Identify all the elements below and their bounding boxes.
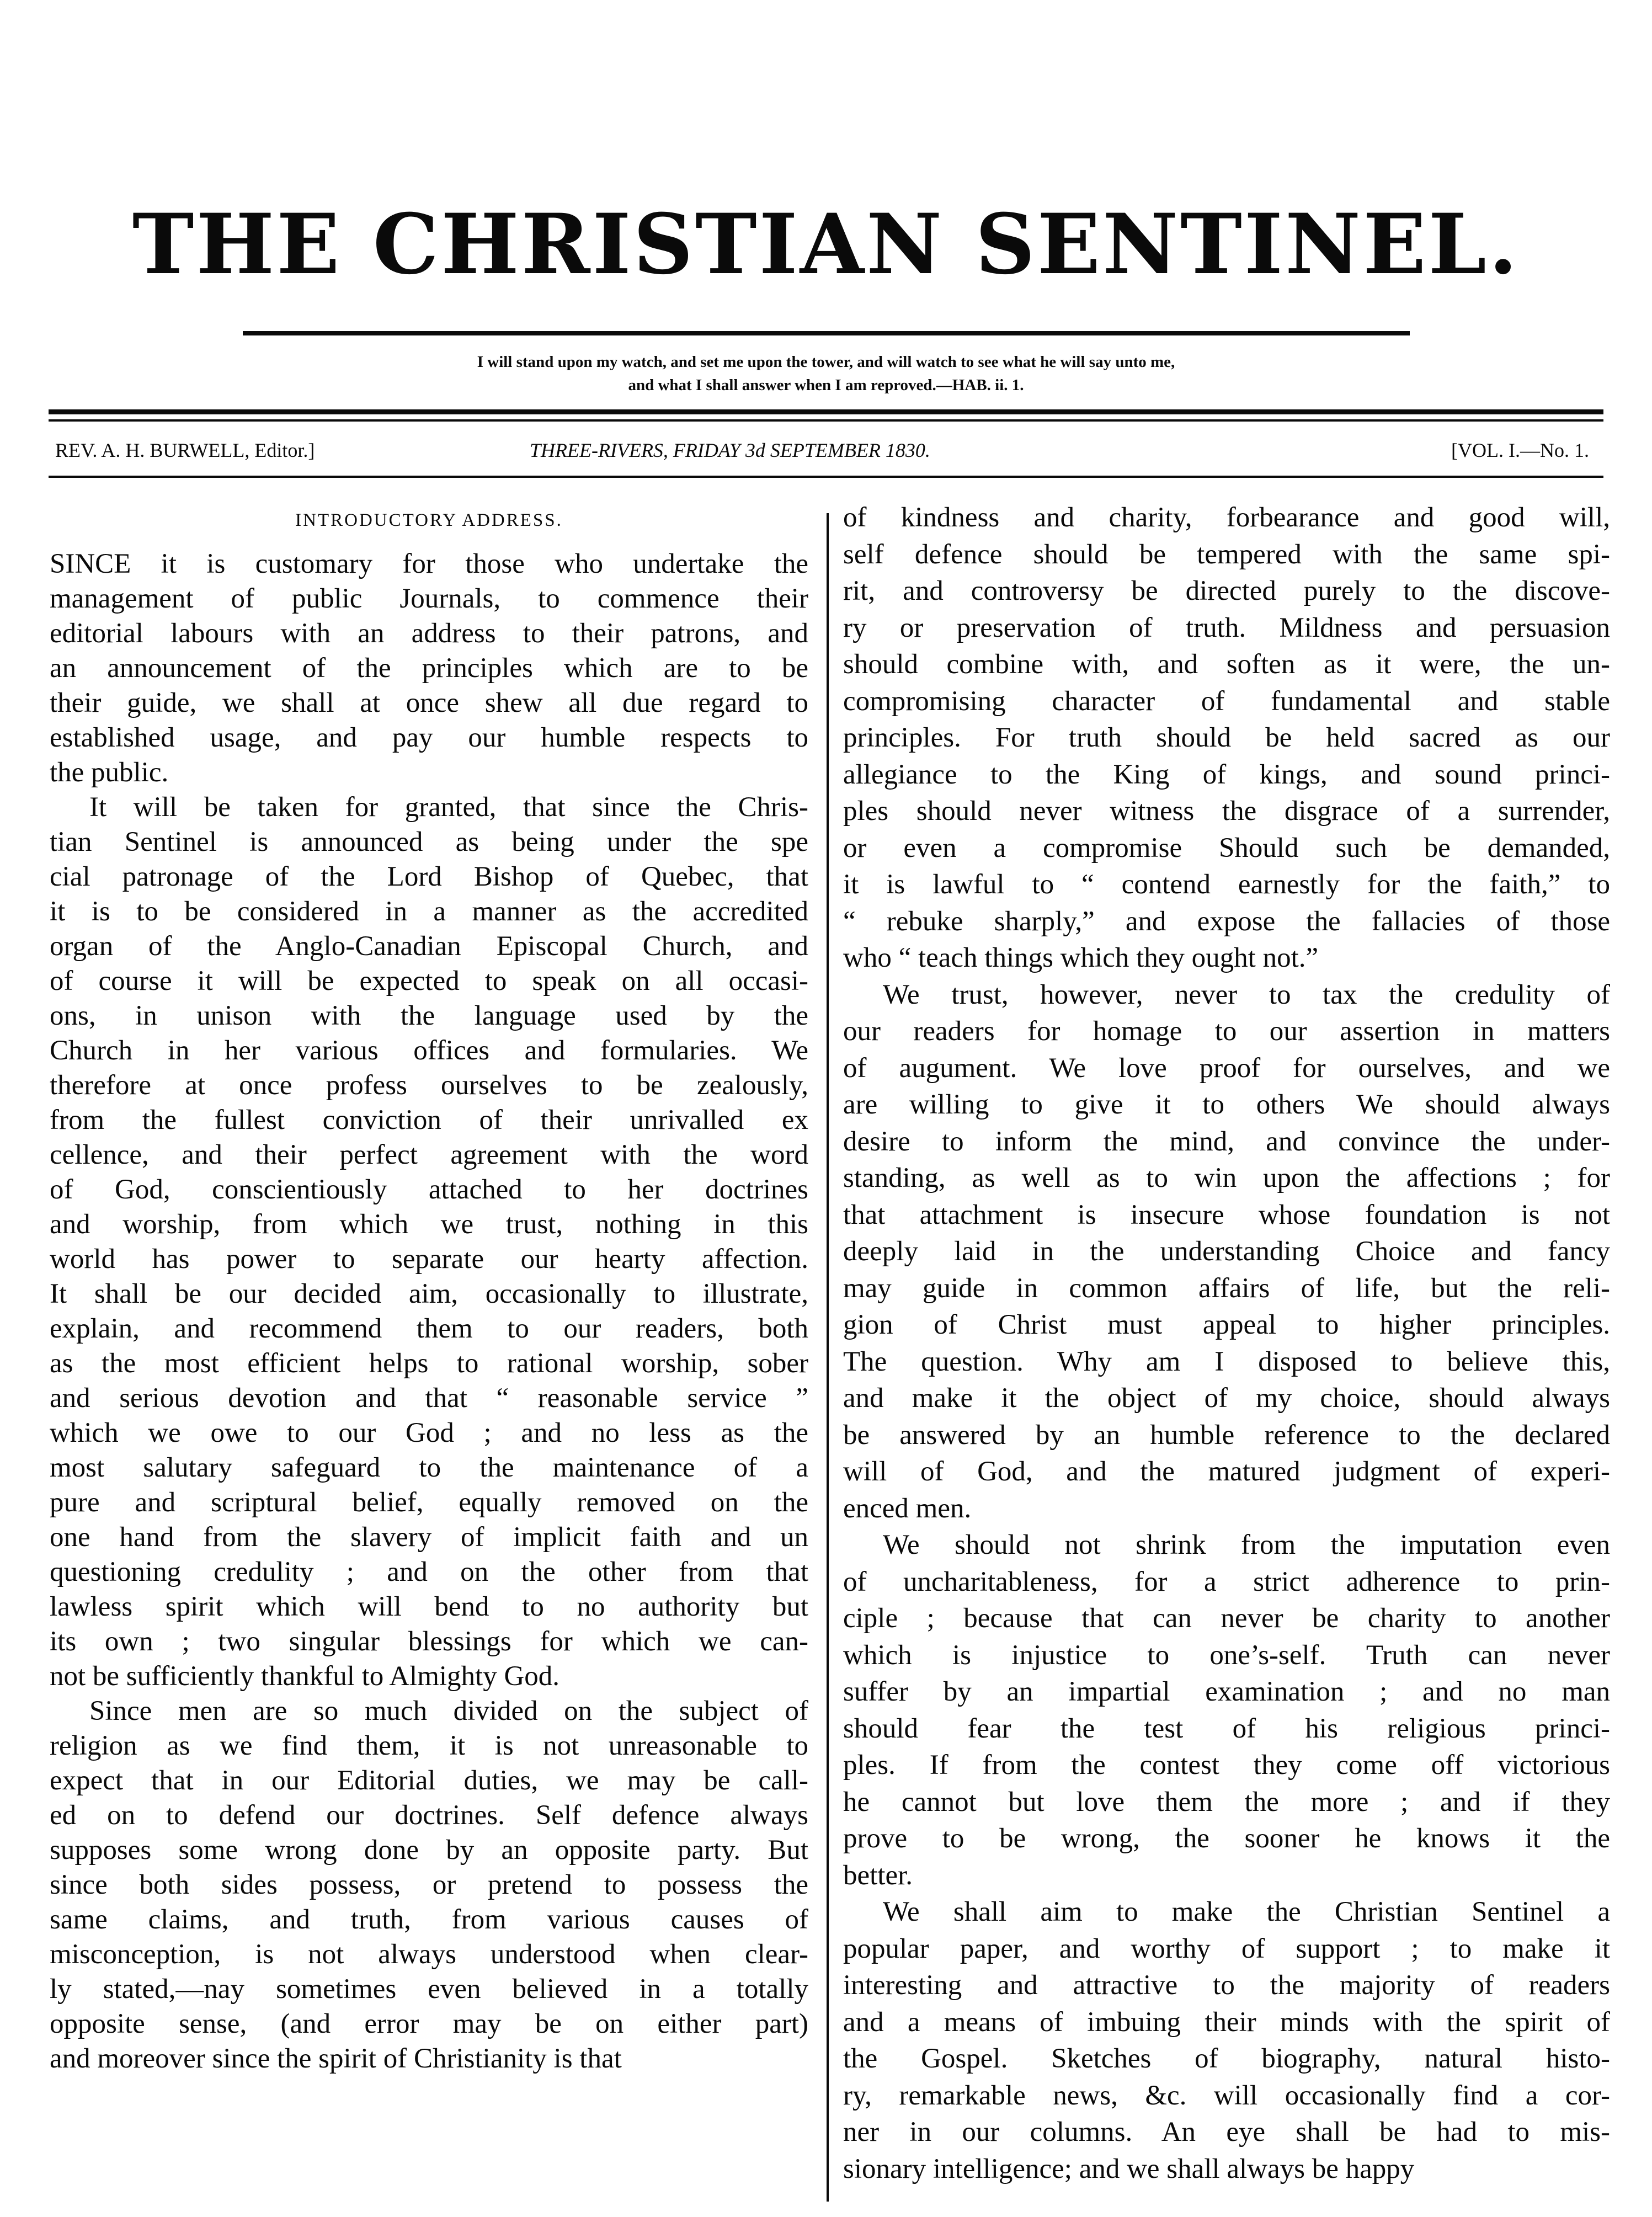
- text-line: desire to inform the mind, and convince the under-: [843, 1126, 1610, 1157]
- text-line: ner in our columns. An eye shall be had to mis-: [843, 2117, 1610, 2147]
- text-line: ed on to defend our doctrines. Self defence always: [50, 1800, 808, 1831]
- text-line: as the most efficient helps to rational worship, sober: [50, 1348, 808, 1379]
- text-line: We trust, however, never to tax the credulity of: [883, 979, 1610, 1010]
- text-line: who “ teach things which they ought not.”: [843, 942, 1319, 973]
- text-line: or even a compromise Should such be demanded,: [843, 832, 1610, 864]
- text-line: editorial labours with an address to their patrons, and: [50, 618, 808, 649]
- text-line: the public.: [50, 757, 169, 788]
- text-line: “ rebuke sharply,” and expose the fallacies of those: [843, 905, 1610, 937]
- text-line: explain, and recommend them to our readers, both: [50, 1313, 808, 1344]
- text-line: suffer by an impartial examination ; and no man: [843, 1676, 1610, 1707]
- volume-number: [VOL. I.—No. 1.: [1451, 439, 1589, 461]
- text-line: management of public Journals, to commence their: [50, 583, 808, 614]
- text-line: not be sufficiently thankful to Almighty God.: [50, 1661, 560, 1692]
- text-line: organ of the Anglo-Canadian Episcopal Church, and: [50, 931, 808, 962]
- motto: [166, 350, 1486, 397]
- text-line: allegiance to the King of kings, and sound princi-: [843, 759, 1610, 790]
- text-line: of augument. We love proof for ourselves, and we: [843, 1052, 1610, 1084]
- text-line: enced men.: [843, 1493, 972, 1524]
- text-line: and moreover since the spirit of Christianity is that: [50, 2043, 622, 2074]
- text-line: and make it the object of my choice, should always: [843, 1383, 1610, 1414]
- text-line: therefore at once profess ourselves to be zealously,: [50, 1070, 808, 1101]
- text-line: We shall aim to make the Christian Sentinel a: [883, 1896, 1610, 1927]
- text-line: and a means of imbuing their minds with the spirit of: [843, 2006, 1610, 2038]
- text-line: and worship, from which we trust, nothing in this: [50, 1209, 808, 1240]
- text-line: pure and scriptural belief, equally removed on the: [50, 1487, 808, 1518]
- text-line: cellence, and their perfect agreement with the word: [50, 1139, 808, 1170]
- left-column-text: [50, 547, 808, 2076]
- text-line: their guide, we shall at once shew all due regard to: [50, 688, 808, 718]
- text-line: self defence should be tempered with the same spi-: [843, 539, 1610, 570]
- double-rule-thick: [49, 409, 1603, 414]
- text-line: ples should never witness the disgrace of a surrender,: [843, 796, 1610, 827]
- text-line: opposite sense, (and error may be on either part): [50, 2008, 808, 2039]
- text-line: misconception, is not always understood when clear-: [50, 1939, 808, 1970]
- text-line: ly stated,—nay sometimes even believed in a totally: [50, 1974, 808, 2005]
- text-line: rit, and controversy be directed purely to the discove-: [843, 575, 1610, 606]
- text-line: of course it will be expected to speak on all occasi-: [50, 966, 808, 996]
- right-column-text: [843, 499, 1610, 2187]
- text-line: deeply laid in the understanding Choice and fancy: [843, 1236, 1610, 1267]
- text-line: It shall be our decided aim, occasionally to illustrate,: [50, 1278, 808, 1309]
- text-line: ons, in unison with the language used by the: [50, 1000, 808, 1031]
- text-line: ry, remarkable news, &c. will occasionally find a cor-: [843, 2080, 1610, 2111]
- text-line: of uncharitableness, for a strict adherence to prin-: [843, 1566, 1610, 1597]
- right-column: [843, 499, 1610, 2187]
- dateline: [55, 439, 1600, 466]
- text-line: world has power to separate our hearty affection.: [50, 1244, 808, 1275]
- text-line: principles. For truth should be held sacred as our: [843, 722, 1610, 753]
- article-heading: INTRODUCTORY ADDRESS.: [295, 510, 563, 530]
- text-line: prove to be wrong, the sooner he knows it the: [843, 1823, 1610, 1854]
- text-line: SINCE it is customary for those who undertake the: [50, 548, 808, 579]
- text-line: same claims, and truth, from various causes of: [50, 1904, 808, 1935]
- left-column: [50, 499, 808, 2076]
- text-line: our readers for homage to our assertion in matters: [843, 1016, 1610, 1047]
- text-line: popular paper, and worthy of support ; to make it: [843, 1933, 1610, 1964]
- text-line: and serious devotion and that “ reasonable service ”: [50, 1383, 808, 1414]
- text-line: sionary intelligence; and we shall always be happy: [843, 2153, 1415, 2184]
- text-line: an announcement of the principles which are to be: [50, 653, 808, 684]
- text-line: most salutary safeguard to the maintenance of a: [50, 1452, 808, 1483]
- text-line: established usage, and pay our humble respects to: [50, 722, 808, 753]
- column-divider: [827, 513, 829, 2202]
- text-line: Church in her various offices and formularies. We: [50, 1035, 808, 1066]
- text-line: expect that in our Editorial duties, we may be call-: [50, 1765, 808, 1796]
- text-line: of God, conscientiously attached to her doctrines: [50, 1174, 808, 1205]
- text-line: one hand from the slavery of implicit faith and un: [50, 1522, 808, 1553]
- double-rule-thin: [49, 419, 1603, 422]
- text-line: It will be taken for granted, that since the Chris-: [89, 792, 808, 823]
- text-line: which is injustice to one’s-self. Truth can never: [843, 1639, 1610, 1671]
- text-line: he cannot but love them the more ; and if they: [843, 1786, 1610, 1818]
- text-line: lawless spirit which will bend to no authority but: [50, 1591, 808, 1622]
- text-line: religion as we find them, it is not unreasonable to: [50, 1730, 808, 1761]
- text-line: since both sides possess, or pretend to possess the: [50, 1869, 808, 1900]
- text-line: interesting and attractive to the majority of readers: [843, 1970, 1610, 2001]
- masthead-title: THE CHRISTIAN SENTINEL.: [132, 196, 1520, 293]
- text-line: cial patronage of the Lord Bishop of Quebec, that: [50, 861, 808, 892]
- text-line: questioning credulity ; and on the other from that: [50, 1557, 808, 1587]
- text-line: its own ; two singular blessings for which we can-: [50, 1626, 808, 1657]
- text-line: We should not shrink from the imputation even: [883, 1529, 1610, 1560]
- text-line: tian Sentinel is announced as being under the spe: [50, 827, 808, 857]
- text-line: may guide in common affairs of life, but the reli-: [843, 1272, 1610, 1304]
- text-line: the Gospel. Sketches of biography, natural histo-: [843, 2043, 1610, 2074]
- text-line: it is to be considered in a manner as the accredited: [50, 896, 808, 927]
- text-line: The question. Why am I disposed to believe this,: [843, 1346, 1610, 1377]
- issue-date: THREE-RIVERS, FRIDAY 3d SEPTEMBER 1830.: [530, 439, 930, 461]
- text-line: which we owe to our God ; and no less as the: [50, 1417, 808, 1448]
- text-line: will of God, and the matured judgment of experi-: [843, 1456, 1610, 1487]
- motto-line-2: and what I shall answer when I am reproved.—HAB. ii. 1.: [628, 376, 1024, 394]
- text-line: standing, as well as to win upon the affections ; for: [843, 1163, 1610, 1193]
- text-line: be answered by an humble reference to the declared: [843, 1419, 1610, 1451]
- text-line: compromising character of fundamental and stable: [843, 685, 1610, 717]
- text-line: it is lawful to “ contend earnestly for the faith,” to: [843, 869, 1610, 900]
- text-line: gion of Christ must appeal to higher principles.: [843, 1309, 1610, 1340]
- text-line: ry or preservation of truth. Mildness and persuasion: [843, 612, 1610, 643]
- text-line: of kindness and charity, forbearance and good will,: [843, 502, 1610, 533]
- text-line: from the fullest conviction of their unrivalled ex: [50, 1105, 808, 1136]
- motto-line-1: I will stand upon my watch, and set me upon the tower, and will watch to see what he will say unto me,: [477, 353, 1175, 371]
- text-line: supposes some wrong done by an opposite party. But: [50, 1835, 808, 1866]
- dateline-rule: [49, 476, 1603, 478]
- masthead-rule: [243, 331, 1410, 335]
- text-line: Since men are so much divided on the subject of: [89, 1696, 808, 1726]
- text-line: that attachment is insecure whose foundation is not: [843, 1199, 1610, 1230]
- text-line: should combine with, and soften as it were, the un-: [843, 649, 1610, 680]
- text-line: should fear the test of his religious princi-: [843, 1713, 1610, 1744]
- editor-credit: REV. A. H. BURWELL, Editor.]: [55, 439, 315, 461]
- text-line: are willing to give it to others We should always: [843, 1089, 1610, 1120]
- text-line: better.: [843, 1859, 913, 1891]
- text-line: ples. If from the contest they come off victorious: [843, 1750, 1610, 1781]
- text-line: ciple ; because that can never be charity to another: [843, 1603, 1610, 1634]
